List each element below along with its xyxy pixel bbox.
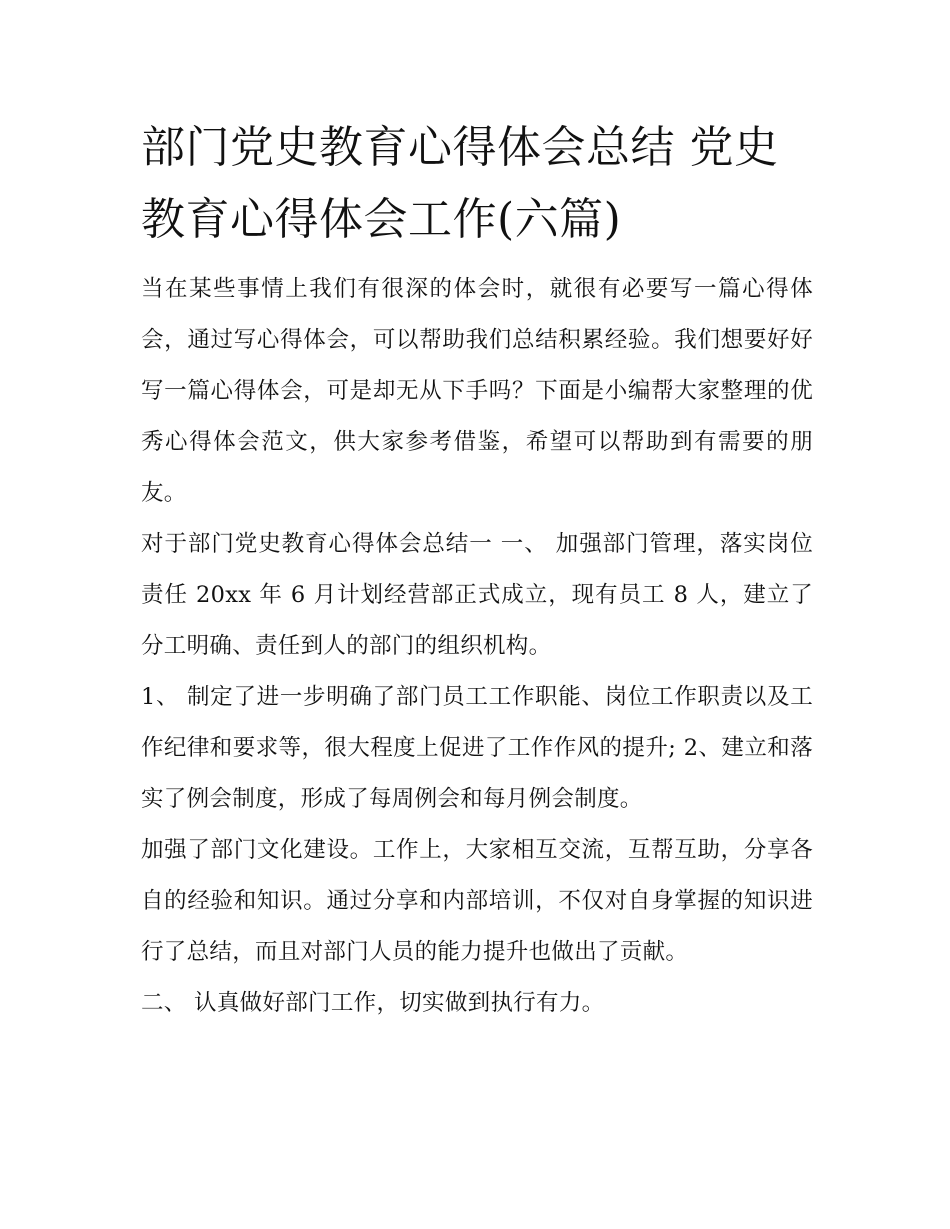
document-title: 部门党史教育心得体会总结 党史教育心得体会工作(六篇) [141,122,779,245]
paragraph-culture: 加强了部门文化建设。工作上，大家相互交流，互帮互助，分享各自的经验和知识。通过分享和内部培训，不仅对自身掌握的知识进行了总结，而且对部门人员的能力提升也做出了贡献。 [141,837,813,965]
paragraph-item-one-two: 1、 制定了进一步明确了部门员工工作职能、岗位工作职责以及工作纪律和要求等，很大程度上促进了工作作风的提升; 2、建立和落实了例会制度，形成了每周例会和每月例会制度。 [141,684,813,812]
document-body [141,112,813,1029]
paragraph-section-one: 对于部门党史教育心得体会总结一 一、 加强部门管理，落实岗位责任 20xx 年 6 月计划经营部正式成立，现有员工 8 人，建立了分工明确、责任到人的部门的组织机构。 [141,531,813,659]
paragraph-section-two: 二、 认真做好部门工作，切实做到执行有力。 [141,990,605,1016]
paragraph-intro: 当在某些事情上我们有很深的体会时，就很有必要写一篇心得体会，通过写心得体会，可以帮助我们总结积累经验。我们想要好好写一篇心得体会，可是却无从下手吗？下面是小编帮大家整理的优秀心得体会范文，供大家参考借鉴，希望可以帮助到有需要的朋友。 [141,276,813,506]
